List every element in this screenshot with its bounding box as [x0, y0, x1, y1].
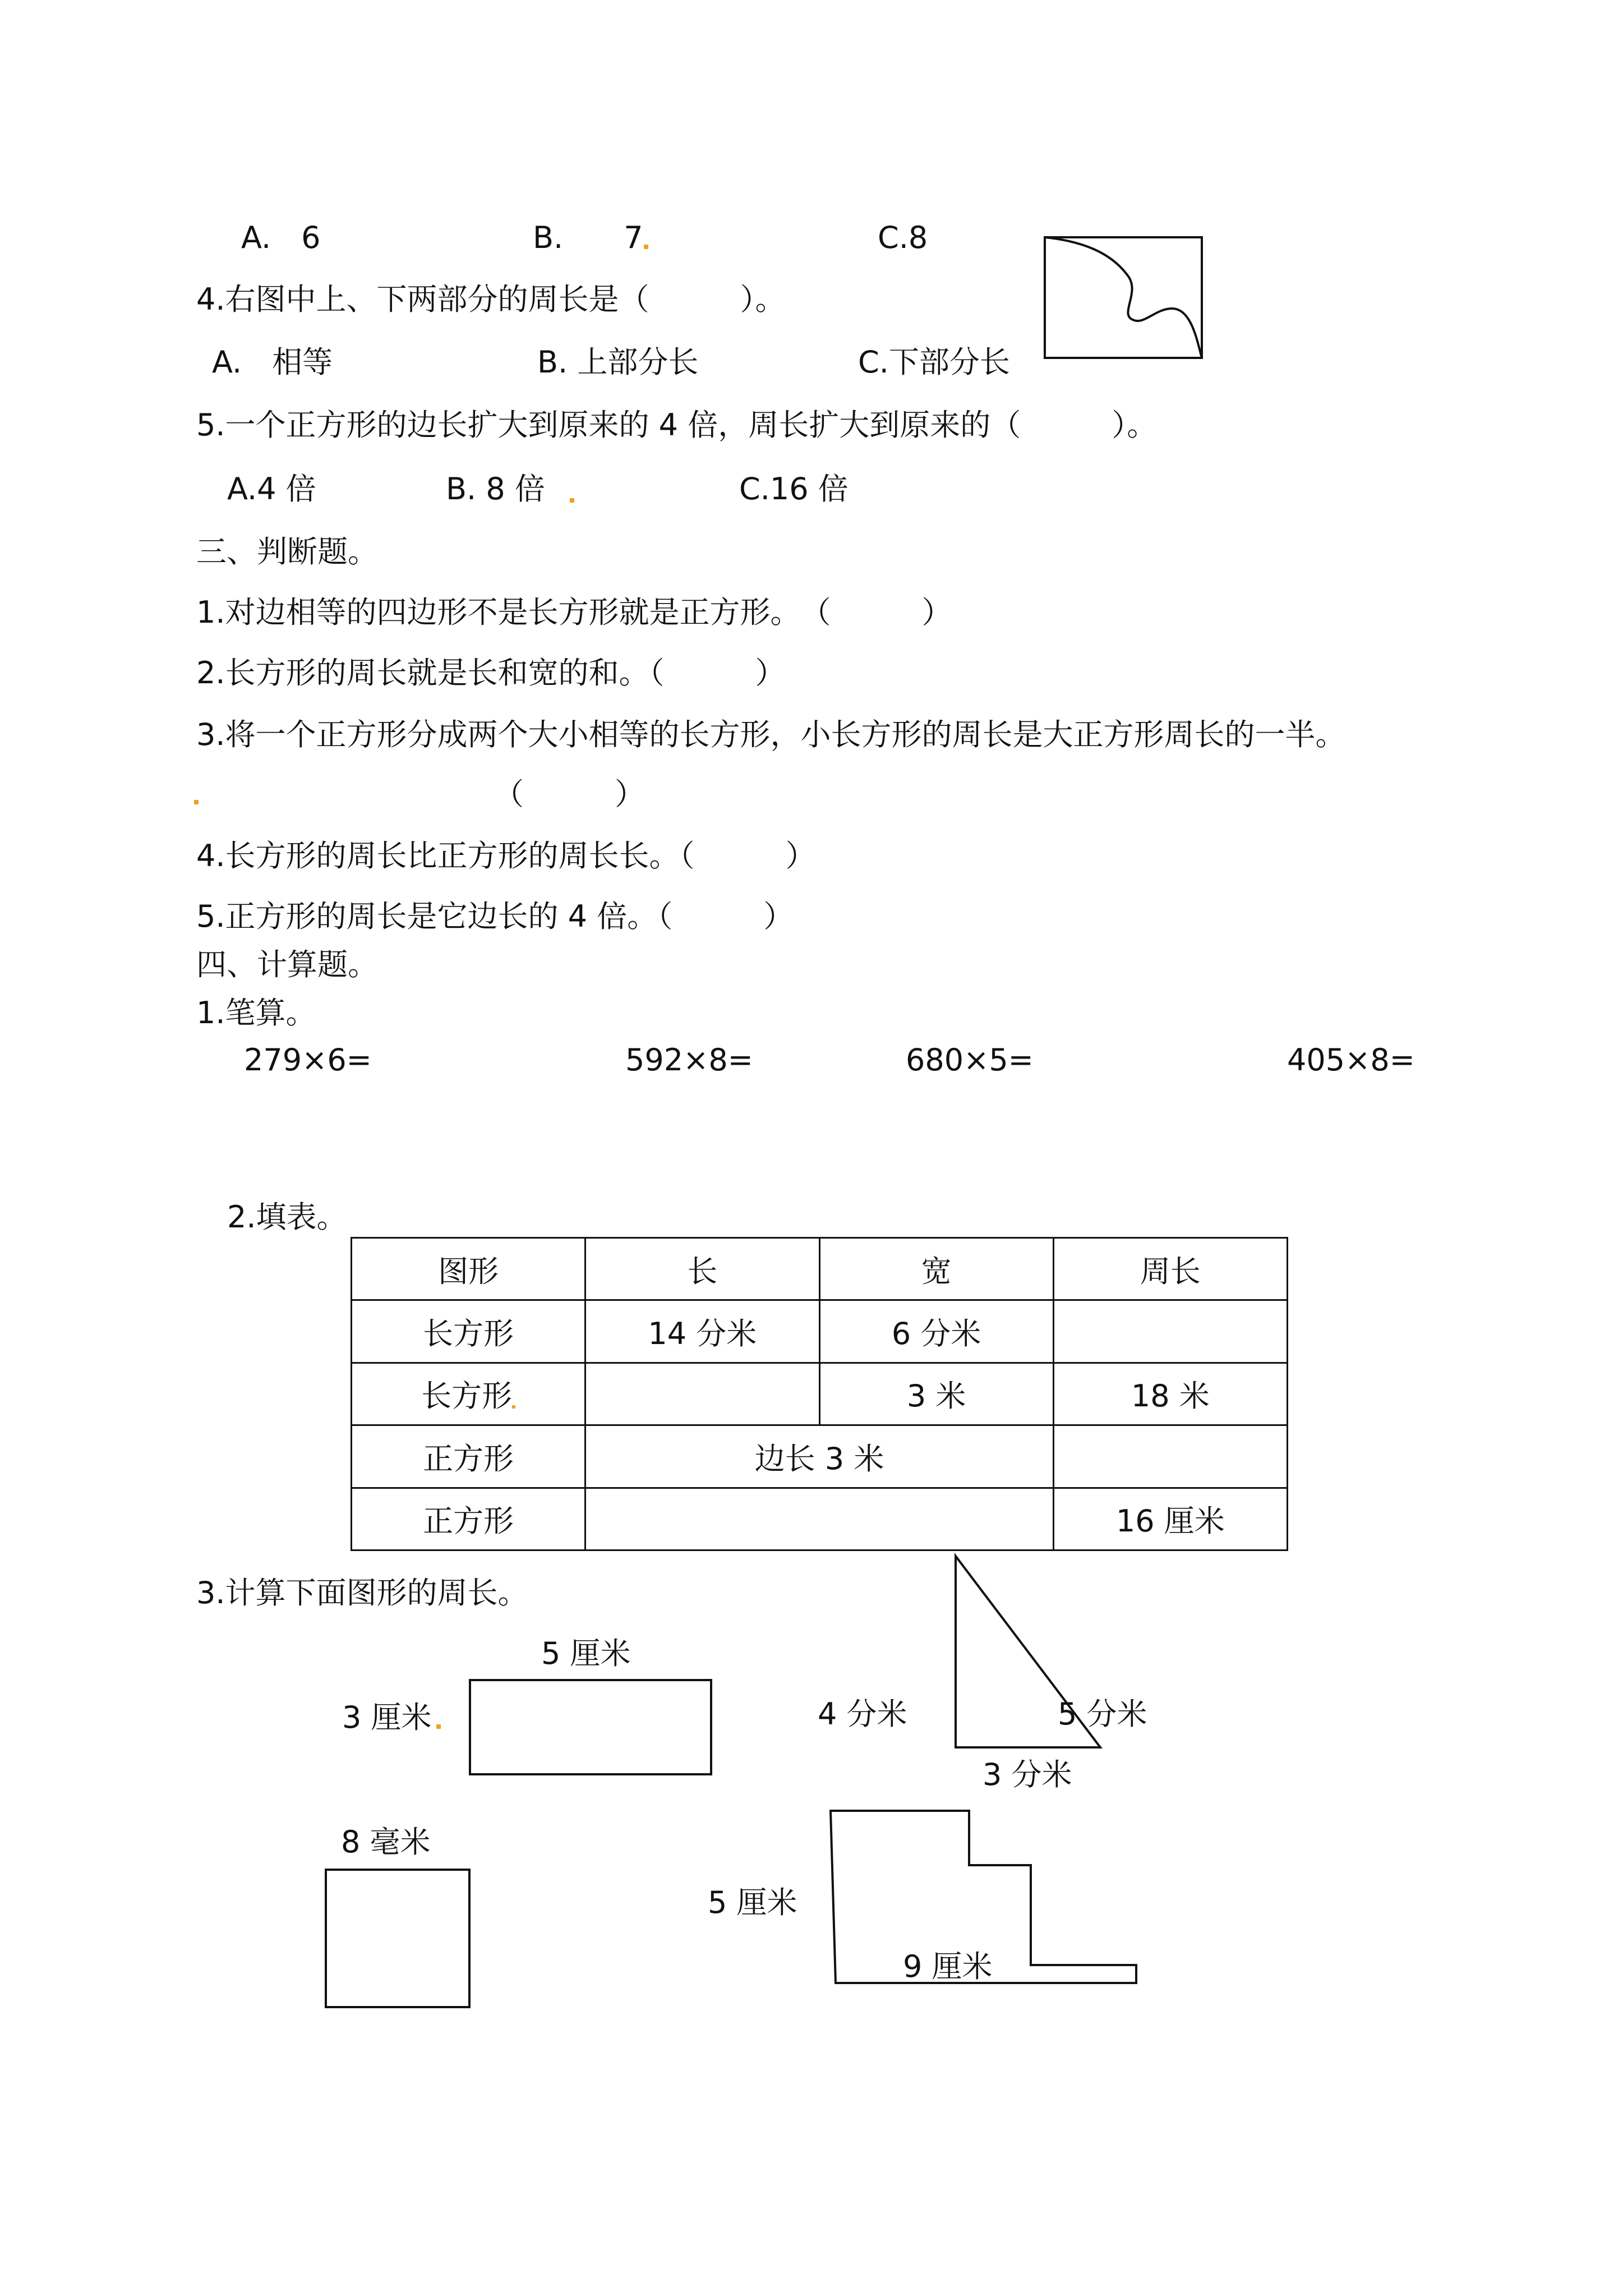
table-cell[interactable]: [1053, 1300, 1287, 1363]
table-header-cell: 周长: [1053, 1238, 1287, 1300]
judge-item-1: 1.对边相等的四边形不是长方形就是正方形。 （ ）: [196, 595, 952, 630]
expr-2: 592×8=: [625, 1042, 753, 1078]
q4-text: 4.右图中上、下两部分的周长是（ ）。: [196, 282, 786, 317]
judge-item-5: 5.正方形的周长是它边长的 4 倍。（ ）: [196, 899, 794, 934]
lshape-left-label: 5 厘米: [708, 1885, 797, 1920]
table-cell[interactable]: [585, 1363, 819, 1425]
table-header-cell: 宽: [819, 1238, 1053, 1300]
table-cell: 长方形: [352, 1300, 585, 1363]
p1-label: 1.笔算。: [196, 995, 316, 1030]
expr-3: 680×5=: [906, 1042, 1034, 1078]
table-cell[interactable]: [585, 1488, 1054, 1550]
q5-option-a: A.4 倍: [227, 471, 316, 507]
q3-option-a: A. 6: [241, 220, 321, 255]
q4-option-c: C.下部分长: [858, 344, 1010, 380]
judge-item-3-bracket: （ ）: [494, 776, 645, 812]
orange-dot: [570, 498, 574, 503]
table-row: [352, 1488, 1288, 1550]
table-cell: 边长 3 米: [585, 1425, 1054, 1488]
table-header-cell: 长: [585, 1238, 819, 1300]
square-figure: [324, 1868, 473, 2011]
triangle-bottom-label: 3 分米: [983, 1757, 1072, 1792]
section4-title: 四、计算题。: [196, 947, 378, 982]
judge-item-2: 2.长方形的周长就是长和宽的和。（ ）: [196, 655, 786, 691]
table-cell: 正方形: [352, 1425, 585, 1488]
orange-dot: [644, 245, 648, 249]
orange-dot: [436, 1724, 441, 1729]
expr-4: 405×8=: [1287, 1042, 1415, 1078]
section3-title: 三、判断题。: [196, 534, 378, 569]
p2-label: 2.填表。: [227, 1199, 347, 1235]
q3-option-c: C.8: [878, 220, 928, 255]
table-row: [352, 1300, 1288, 1363]
table-header-row: [352, 1238, 1288, 1300]
table-row: [352, 1363, 1288, 1425]
q4-divided-rectangle-figure: [1043, 236, 1211, 362]
judge-item-3: 3.将一个正方形分成两个大小相等的长方形，小长方形的周长是大正方形周长的一半。: [196, 717, 1346, 752]
p3-label: 3.计算下面图形的周长。: [196, 1575, 528, 1611]
q3-option-b: B. 7: [533, 220, 643, 255]
table-row: [352, 1425, 1288, 1488]
table-cell: 16 厘米: [1053, 1488, 1287, 1550]
rect-left-label: 3 厘米: [342, 1700, 432, 1735]
table-cell[interactable]: [1053, 1425, 1287, 1488]
table-cell: 长方形: [352, 1363, 585, 1425]
table-cell: 14 分米: [585, 1300, 819, 1363]
orange-dot: [194, 800, 199, 804]
triangle-right-label: 5 分米: [1058, 1696, 1147, 1732]
table-cell: 3 米: [819, 1363, 1053, 1425]
judge-item-4: 4.长方形的周长比正方形的周长长。（ ）: [196, 838, 816, 873]
triangle-left-label: 4 分米: [818, 1696, 907, 1732]
q4-option-a: A. 相等: [212, 344, 333, 380]
q5-option-b: B. 8 倍: [446, 471, 545, 507]
q5-option-c: C.16 倍: [739, 471, 849, 507]
table-cell: 18 米: [1053, 1363, 1287, 1425]
expr-1: 279×6=: [244, 1042, 372, 1078]
lshape-bottom-label: 9 厘米: [903, 1949, 993, 1984]
rectangle-figure: [468, 1678, 715, 1779]
square-top-label: 8 毫米: [341, 1824, 431, 1860]
table-cell: 6 分米: [819, 1300, 1053, 1363]
rect-top-label: 5 厘米: [541, 1636, 631, 1671]
q4-option-b: B. 上部分长: [537, 344, 699, 380]
fill-in-table: [351, 1237, 1288, 1551]
q5-text: 5.一个正方形的边长扩大到原来的 4 倍，周长扩大到原来的（ ）。: [196, 407, 1158, 443]
table-header-cell: 图形: [352, 1238, 585, 1300]
table-cell: 正方形: [352, 1488, 585, 1550]
orange-dot: [512, 1405, 515, 1409]
